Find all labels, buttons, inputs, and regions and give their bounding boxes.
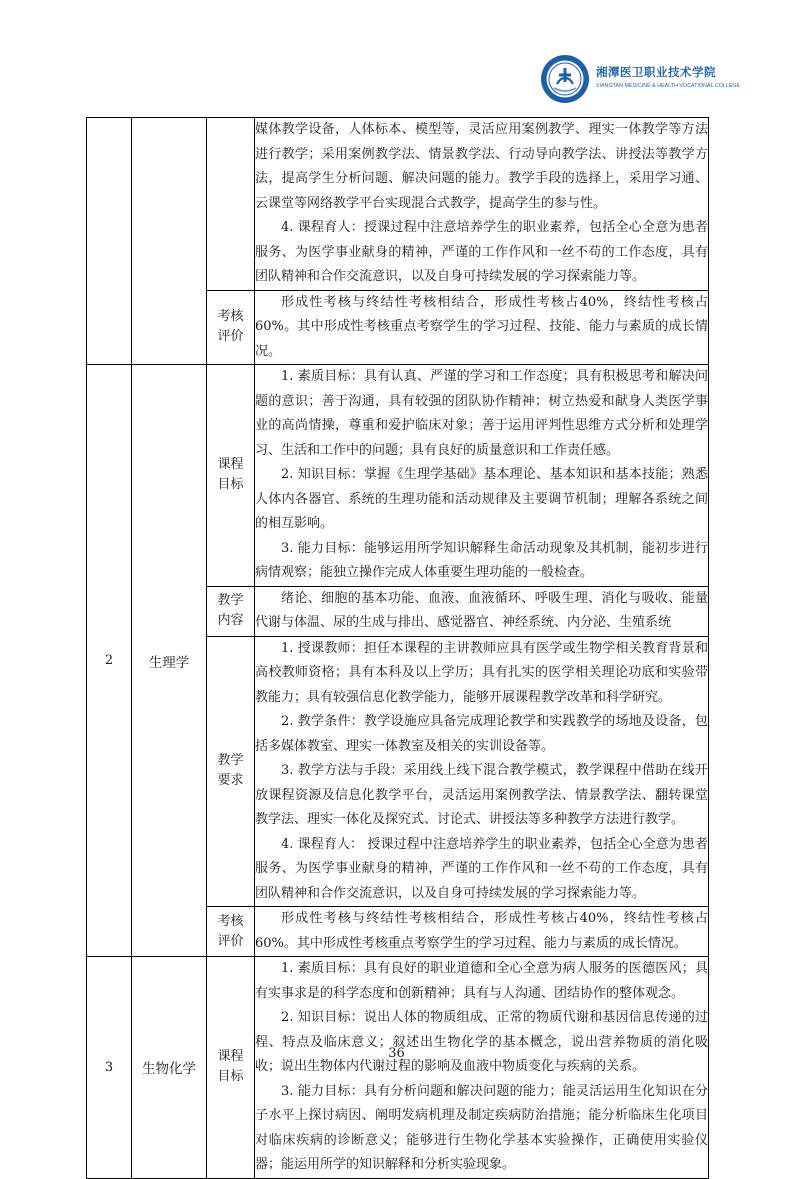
content-paragraph: 2. 知识目标：掌握《生理学基础》基本理论、基本知识和基本技能；熟悉人体内各器官、系统的生理功能和活动规律及主要调节机制；理解各系统之间的相互影响。 bbox=[255, 467, 708, 531]
section-content-cell bbox=[255, 907, 709, 957]
content-paragraph: 1. 授课教师：担任本课程的主讲教师应具有医学或生物学相关教育背景和高校教师资格；具有本科及以上学历；具有扎实的医学相关理论功底和实验带教能力；具有较强信息化教学能力，能够开展课程教学改革和科学研究。 bbox=[255, 640, 708, 705]
content-paragraph: 1. 素质目标：具有良好的职业道德和全心全意为病人服务的医德医风；具有实事求是的科学态度和创新精神；具有与人沟通、团结协作的整体观念。 bbox=[255, 961, 708, 1001]
section-content-cell bbox=[255, 586, 709, 636]
curriculum-table bbox=[86, 117, 709, 1179]
college-seal-logo bbox=[540, 54, 590, 104]
course-number-cell bbox=[87, 118, 132, 365]
table-row bbox=[87, 957, 709, 1179]
content-paragraph: 形成性考核与终结性考核相结合，形成性考核占40%，终结性考核占60%。其中形成性考核重点考察学生的学习过程、技能、能力与素质的成长情况。 bbox=[255, 294, 708, 359]
course-name-cell: 生物化学 bbox=[132, 957, 207, 1179]
content-paragraph: 2. 教学条件：教学设施应具备完成理论教学和实践教学的场地及设备，包括多媒体教室、理实一体教室及相关的实训设备等。 bbox=[255, 714, 708, 754]
table-row bbox=[87, 118, 709, 291]
content-paragraph: 3. 教学方法与手段：采用线上线下混合教学模式，教学课程中借助在线开放课程资源及信息化教学平台，灵活运用案例教学法、情景教学法、翻转课堂教学法、理实一体化及探究式、讨论式、讲授法等多种教学方法进行教学。 bbox=[255, 763, 708, 827]
section-label-cell: 教学要求 bbox=[207, 636, 255, 907]
section-label-cell: 考核评价 bbox=[207, 290, 255, 365]
content-paragraph: 媒体教学设备，人体标本、模型等，灵活应用案例教学、理实一体教学等方法进行教学；采用案例教学法、情景教学法、行动导向教学法、讲授法等教学方法，提高学生分析问题、解决问题的能力。教学手段的选择上，采用学习通、云课堂等网络教学平台实现混合式教学，提高学生的参与性。 bbox=[255, 122, 708, 211]
course-name-cell: 生理学 bbox=[132, 365, 207, 957]
section-label-cell: 教学内容 bbox=[207, 586, 255, 636]
page-number: 36 bbox=[388, 1046, 405, 1061]
content-paragraph: 1. 素质目标：具有认真、严谨的学习和工作态度；具有积极思考和解决问题的意识；善于沟通，具有较强的团队协作精神；树立热爱和献身人类医学事业的高尚情操，尊重和爱护临床对象；善于运用评判性思维方式分析和处理学习、生活和工作中的问题；具有良好的质量意识和工作责任感。 bbox=[255, 369, 708, 458]
college-name-en: XIANGTAN MEDICINE & HEALTH VOCATIONAL COLLEGE bbox=[596, 83, 741, 89]
section-label-cell: 课程目标 bbox=[207, 957, 255, 1179]
course-number-cell: 3 bbox=[87, 957, 132, 1179]
content-paragraph: 绪论、细胞的基本功能、血液、血液循环、呼吸生理、消化与吸收、能量代谢与体温、尿的生成与排出、感觉器官、神经系统、内分泌、生殖系统 bbox=[255, 590, 708, 630]
content-paragraph: 3. 能力目标：具有分析问题和解决问题的能力；能灵活运用生化知识在分子水平上探讨病因、阐明发病机理及制定疾病防治措施；能分析临床生化项目对临床疾病的诊断意义；能够进行生物化学基本实验操作，正确使用实验仪器；能运用所学的知识解释和分析实验现象。 bbox=[255, 1083, 708, 1172]
table-row bbox=[87, 365, 709, 587]
section-label-cell: 课程目标 bbox=[207, 365, 255, 587]
section-content-cell bbox=[255, 636, 709, 907]
section-content-cell bbox=[255, 290, 709, 365]
content-paragraph: 2. 知识目标：说出人体的物质组成、正常的物质代谢和基因信息传递的过程、特点及临床意义；叙述出生物化学的基本概念，说出营养物质的消化吸收；说出生物体内代谢过程的影响及血液中物质变化与疾病的关系。 bbox=[255, 1010, 708, 1074]
content-paragraph: 3. 能力目标：能够运用所学知识解释生命活动现象及其机制，能初步进行病情观察；能独立操作完成人体重要生理功能的一般检查。 bbox=[255, 540, 708, 580]
content-paragraph: 形成性考核与终结性考核相结合，形成性考核占40%，终结性考核占60%。其中形成性考核重点考察学生的学习过程、能力与素质的成长情况。 bbox=[255, 911, 708, 951]
section-label-cell: 考核评价 bbox=[207, 907, 255, 957]
section-content-cell bbox=[255, 957, 709, 1179]
section-content-cell bbox=[255, 365, 709, 587]
content-paragraph: 4. 课程育人： 授课过程中注意培养学生的职业素养，包括全心全意为患者服务、为医学事业献身的精神，严谨的工作作风和一丝不苟的工作态度，具有团队精神和合作交流意识，以及自身可持续发展的学习探索能力等。 bbox=[255, 836, 708, 901]
content-paragraph: 4. 课程育人：授课过程中注意培养学生的职业素养，包括全心全意为患者服务、为医学事业献身的精神，严谨的工作作风和一丝不苟的工作态度，具有团队精神和合作交流意识，以及自身可持续发展的学习探索能力等。 bbox=[255, 220, 708, 284]
section-label-cell bbox=[207, 118, 255, 291]
section-content-cell bbox=[255, 118, 709, 291]
college-header bbox=[540, 54, 741, 104]
course-name-cell bbox=[132, 118, 207, 365]
course-number-cell: 2 bbox=[87, 365, 132, 957]
college-name-cn: 湘潭医卫职业技术学院 bbox=[596, 65, 716, 79]
